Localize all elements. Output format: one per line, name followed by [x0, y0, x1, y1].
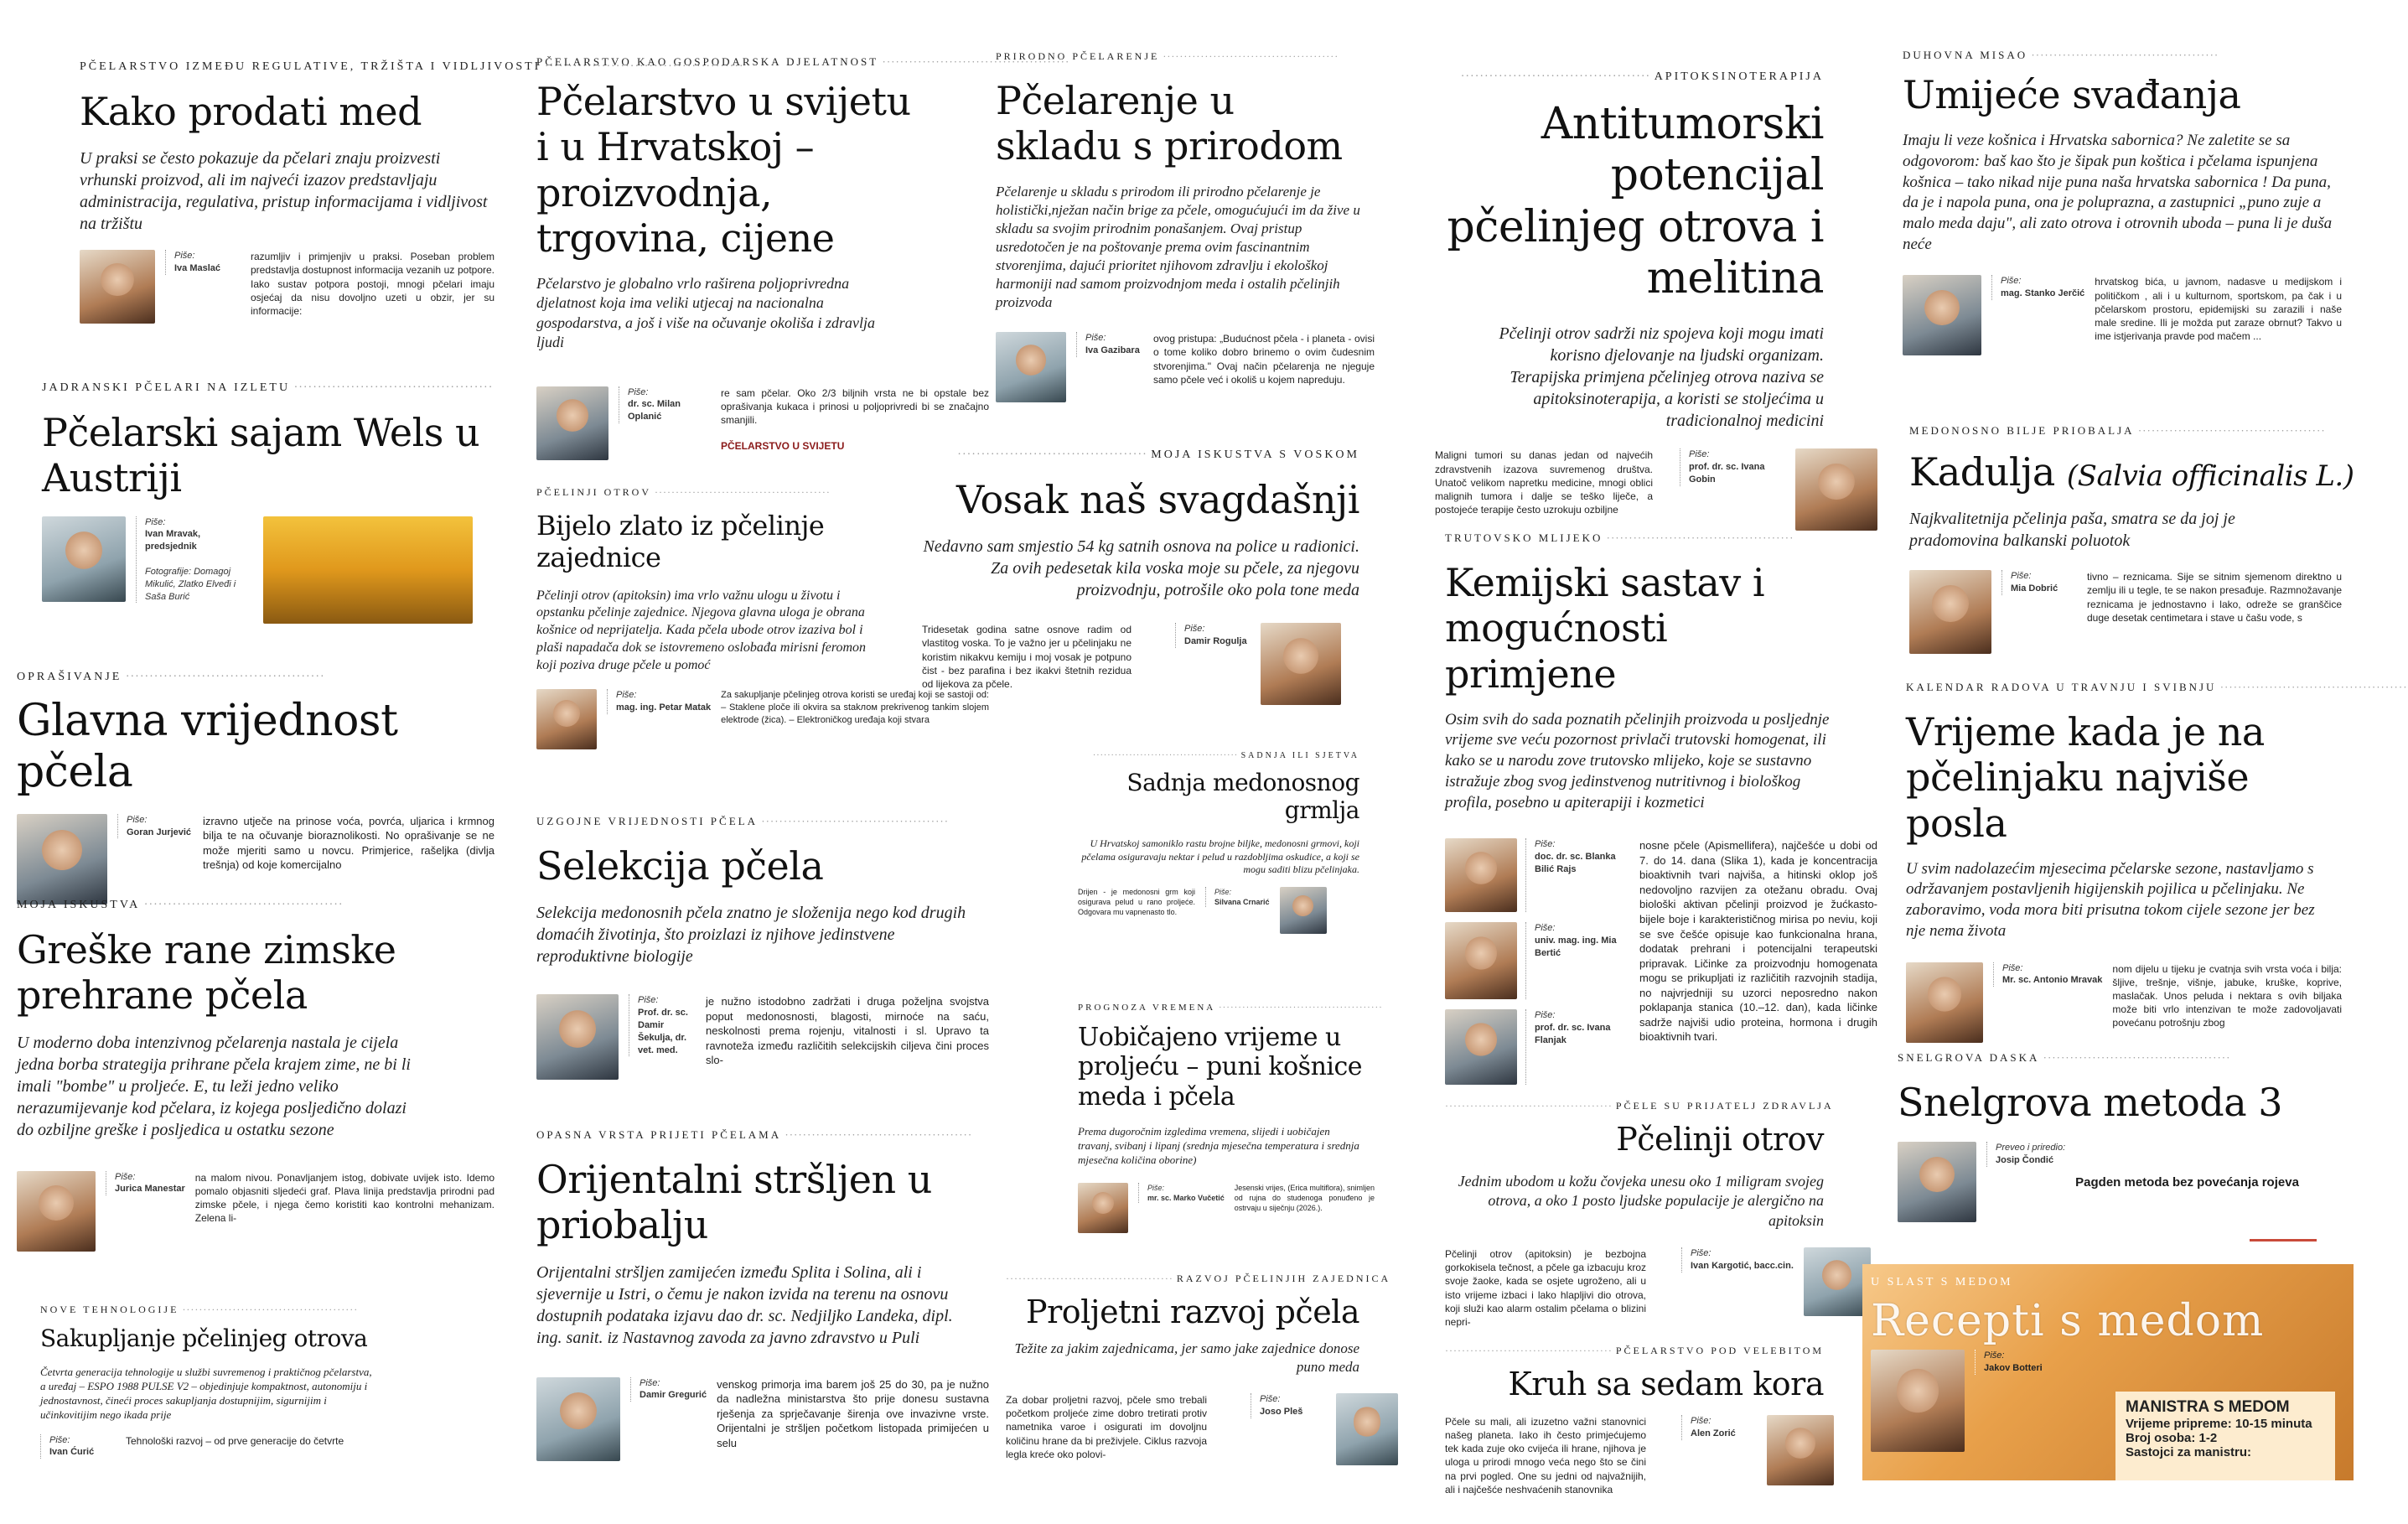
article-byline	[1006, 1393, 1375, 1477]
writes-label: Piše:	[1214, 887, 1232, 896]
author-avatar	[1261, 623, 1341, 705]
column-5	[1862, 0, 2362, 1524]
author-entry	[1445, 838, 1629, 912]
article-kicker: ····· PČELARSTVO POD VELEBITOM	[1445, 1345, 1877, 1357]
article-body: Jesenski vrijes, (Erica multiflora), snimljen od rujna do studenoga ponuđeno je ostrvaju u siječnju (2026.).	[1234, 1183, 1375, 1213]
section-tag: PČELARSTVO U SVIJETU	[721, 440, 845, 453]
article-byline	[1445, 838, 1877, 1090]
author-avatar	[1078, 1183, 1128, 1233]
article-kicker: ····· APITOKSINOTERAPIJA	[1435, 70, 1877, 84]
article-body: Pčelinji otrov (apitoksin) je bezbojna gorkokisela tečnost, a pčele ga izbacuju kroz svoje žaoke, kada se osjete ugroženo, ali u isto vrijeme izbaci i lako hlapljivi dio otrova, koji služi kao alarm ostalim pčelama o blizini nepri-	[1445, 1248, 1646, 1328]
article-title: Pčelarski sajam Wels u Austriji	[42, 410, 480, 501]
subhead: Pagden metoda bez povećanja rojeva	[2075, 1175, 2299, 1190]
title-latin: (Salvia officinalis L.)	[2066, 459, 2354, 493]
column-2	[536, 0, 989, 1524]
article-kicker: PČELINJI OTROV ·····	[536, 486, 989, 499]
author-avatar	[1871, 1350, 1965, 1452]
author-block	[40, 1434, 116, 1459]
author-block	[2001, 570, 2077, 595]
author-name: Mia Dobrić	[2011, 583, 2058, 594]
writes-label: Piše:	[1184, 624, 1205, 635]
author-block	[607, 689, 711, 714]
article-body: nom dijelu u tijeku je cvatnja svih vrsta voća i bilja: šljive, trešnje, višnje, jabuke, kruške, koprive, maslačak. Unos peluda i nektara s ovih biljaka može biti vrlo intenzivan te može zadovoljavati povećanu potrošnju zbog	[2112, 962, 2342, 1029]
recipe-prep-time: Vrijeme pripreme: 10-15 minuta	[2126, 1417, 2312, 1431]
author-avatar	[17, 1171, 96, 1252]
article-lead: Četvrta generacija tehnologije u službi suvremenog i praktičnog pčelarstva, a uređaj – ESPO 1988 PULSE V2 – objedinjuje kompaktnost, autonomiju i jednostavnost, čineći proces sakupljanja dostupnijim, sigurnijim i učinkovitijim nego ikada prije	[40, 1366, 372, 1421]
writes-label: Piše:	[145, 516, 166, 527]
writes-label: Piše:	[1085, 333, 1106, 344]
author-name: mag. Stanko Jerčić	[2001, 288, 2085, 299]
article-title: Umijeće svađanja	[1903, 72, 2241, 117]
article-lead: U praksi se često pokazuje da pčelari znaju proizvesti vrhunski proizvod, ali im najveći izazov predstavljaju administracija, regulativa, pristup informacijama i vidljivost na tržištu	[80, 149, 488, 234]
column-4	[1425, 0, 1877, 1524]
article-byline	[536, 1377, 989, 1470]
author-block	[1680, 448, 1785, 486]
author-avatar	[1804, 1247, 1871, 1316]
article-title: Proljetni razvoj pčela	[1026, 1293, 1359, 1330]
article-lead: U Hrvatskoj samoniklo rastu brojne biljke, medonosni grmovi, koji pčelama osiguravaju nektar i pelud u razdobljima oskudice, a koji se mogu saditi blizu pčelinjaka.	[1081, 837, 1359, 876]
article-body: je nužno istodobno zadržati i druga poželjna svojstva poput medonosnosti, blagosti, mirnoće na saću, neskolnosti prema rojenju, vitalnosti i sl. Upravo ta ravnoteža između različitih selekcijskih ciljeva čini proces slo-	[706, 995, 989, 1067]
article-pcelinji-otrov[interactable]	[1445, 1100, 1877, 1328]
author-avatar	[536, 386, 608, 460]
article-umijece-svadanja[interactable]	[1903, 49, 2362, 401]
article-kicker: ····· PČELE SU PRIJATELJ ZDRAVLJA	[1445, 1100, 1877, 1112]
author-avatar	[1898, 1142, 1976, 1222]
article-body: ovog pristupa: „Budućnost pčela - i planeta - ovisi o tome koliko dobro brinemo o ovim čudesnim stvorenjima." Ovaj način pčelarenja ne njeguje samo pčele već i okoliš u kojem napreduju.	[1153, 333, 1375, 386]
writes-label: Piše:	[1260, 1394, 1281, 1405]
article-body: izravno utječe na prinose voća, povrća, uljarica i krmnog bilja te na očuvanje bioraznolikosti. No oprašivanje se ne može mjeriti samo u novcu. Primjerice, rašeljka (divlja trešnja) od koje komercijalno	[203, 814, 495, 872]
article-kicker: JADRANSKI PČELARI NA IZLETU ·····	[42, 381, 495, 395]
author-avatar	[1445, 1009, 1517, 1085]
writes-label: Piše:	[174, 251, 195, 262]
author-avatar	[1445, 838, 1517, 912]
article-title: Snelgrova metoda 3	[1898, 1080, 2283, 1125]
recipe-ingredients-label: Sastojci za manistru:	[2126, 1445, 2252, 1459]
article-lead: Osim svih do sada poznatih pčelinjih proizvoda u posljednje vrijeme sve veću pozornost privlači trutovski homogenat, ili kako se u narodu zove trutovsko mlijeko, koje se sustavno istražuje zbog svog jedinstvenog nutritivnog i biološkog profila, posebno u apiterapiji i kozmetici	[1445, 710, 1830, 811]
article-lead: Selekcija medonosnih pčela znatno je složenija nego kod drugih domaćih životinja, što proizlazi iz njihove jedinstvene reproduktivne biologije	[536, 904, 966, 967]
author-name: Goran Jurjević	[127, 827, 192, 837]
column-1	[17, 0, 541, 1524]
author-name: Ivan Mravak, predsjednik	[145, 529, 201, 552]
article-byline	[922, 623, 1375, 715]
author-block	[630, 1377, 707, 1402]
article-title: Sakupljanje pčelinjeg otrova	[40, 1324, 368, 1352]
article-lead: Pčelinji otrov sadrži niz spojeva koji mogu imati korisno djelovanje na ljudski organizam. Terapijska primjena pčelinjeg otrova naziva se apitoksinoterapija, a koristi se stoljećima u tradicionalnoj medicini	[1499, 324, 1824, 431]
author-avatar	[1445, 922, 1517, 999]
article-body: hrvatskog bića, u javnom, nadasve u medijskom i političkom , ali i u kulturnom, sportskom, pa čak i u pčelarskom prostoru, epidemijski su zarazili i naše male sredine. Ili je možda put zaraze obrnut? Takvo u ime istjerivanja pravde pod mačem ...	[2095, 276, 2342, 343]
author-name: univ. mag. ing. Mia Bertić	[1535, 936, 1617, 958]
writes-label: Piše:	[1689, 449, 1710, 460]
author-block	[1175, 623, 1251, 648]
author-avatar	[1909, 570, 1991, 654]
author-name: doc. dr. sc. Blanka Bilić Rajs	[1535, 852, 1616, 874]
article-uobicajeno-vrijeme[interactable]	[1078, 1003, 1375, 1262]
article-kicker: TRUTOVSKO MLIJEKO ·····	[1445, 531, 1877, 545]
author-block	[1525, 922, 1629, 999]
article-title: Pčelarstvo u svijetu i u Hrvatskoj – proizvodnja, trgovina, cijene	[536, 79, 911, 261]
author-name: Jakov Botteri	[1984, 1362, 2043, 1373]
author-block	[1681, 1415, 1757, 1440]
article-body: venskog primorja ima barem još 25 do 30, pa je nužno da nadležna ministarstva što prije donesu sustavna rješenja za sprječavanje širenja ove invazivne vrste. Orijentalni je stršljen početkom listopada primijećen u selu	[717, 1377, 989, 1449]
article-sadnja-medonosnog-grmlja[interactable]	[1078, 751, 1375, 961]
author-avatar	[1767, 1415, 1834, 1485]
article-body: Tridesetak godina satne osnove radim od vlastitog voska. To je važno jer u pčelinjaku ne koristim nikakvu kemiju i moj vosak je potpuno čist - bez parafina i bez ikakvi štetnih rezidua od lijekova za pčele.	[922, 624, 1132, 691]
article-lead: Prema dugoročnim izgledima vremena, slijedi i uobičajen travanj, svibanj i lipanj (srednja mjesečna temperatura i srednja mjesečna količina oborine)	[1078, 1125, 1359, 1166]
title-main: Kadulja	[1909, 449, 2055, 495]
article-recepti-s-medom[interactable]	[1862, 1264, 2354, 1480]
author-avatar	[80, 250, 155, 324]
article-byline	[536, 386, 989, 460]
author-avatar	[17, 814, 107, 905]
article-vosak-nas-svagdasnji[interactable]	[922, 448, 1375, 750]
author-block	[1993, 962, 2102, 987]
article-body: Drijen - je medonosni grm koji osigurava pelud u rano proljeće. Odgovara mu vapnenasto tlo.	[1078, 887, 1195, 917]
article-body: nosne pčele (Apismellifera), najčešće u dobi od 7. do 14. dana (Slika 1), kada je koncentracija bioaktivnih tvari najviša, a hitinski oklop još nedovoljno razvijen za otežanu obradu. Ovaj biološki aktivan pčelinji proizvod je žućkasto-bijele boje i karakterističnog mirisa po neviu, koji se sve češće opisuje kao funkcionalna hrana, dodatak prehrani i potencijalni terapeutski pripravak. Ličinke za proizvodnju homogenata mogu se prikupljati iz različitih razvojnih stadija, no najvrjedniji su uzorci neposredno nakon poklapanja stanica (10.–12. dan), kada ličinke sadrže najviši udio proteina, hormona i drugih bioaktivnih tvari.	[1639, 839, 1877, 1044]
author-block	[136, 516, 253, 604]
article-kicker: U SLAST S MEDOM	[1871, 1276, 2013, 1288]
article-byline	[1909, 570, 2362, 654]
article-kemijski-sastav[interactable]	[1445, 531, 1877, 1085]
article-proljetni-razvoj-pcela[interactable]	[1006, 1273, 1391, 1516]
author-name: dr. sc. Milan Oplanić	[628, 399, 681, 422]
article-kicker: SNELGROVA DASKA ·····	[1898, 1051, 2362, 1065]
article-title: Selekcija pčela	[536, 843, 824, 889]
article-antitumorski-potencijal[interactable]	[1435, 70, 1877, 516]
author-name: Damir Gregurić	[640, 1390, 707, 1401]
author-name: Iva Maslać	[174, 263, 221, 274]
author-name: Prof. dr. sc. Damir Šekulja, dr. vet. med.	[638, 1008, 688, 1055]
author-name: Alen Zorić	[1691, 1428, 1736, 1438]
author-block	[1138, 1183, 1225, 1203]
article-lead: Pčelinji otrov (apitoksin) ima vrlo važnu ulogu u životu i opstanku pčelinje zajednice. Njegova glavna uloga je obrana košnice od neprijatelja. Kada pčela ubode otrov izaziva bol i plaši napadača dok se istovremeno oslobađa mirisni feromon koji poziva druge pčele u pomoć	[536, 588, 867, 672]
article-byline	[1078, 1183, 1375, 1233]
article-byline	[17, 1171, 495, 1255]
column-3	[922, 0, 1391, 1524]
author-avatar	[536, 689, 597, 749]
article-byline	[80, 250, 495, 330]
article-pcelarski-sajam[interactable]	[42, 381, 495, 633]
article-title: Antitumorski potencijal pčelinjeg otrova i melitina	[1447, 99, 1824, 304]
article-byline	[1906, 962, 2362, 1056]
writes-label: Piše:	[1535, 1010, 1556, 1021]
article-byline	[40, 1434, 495, 1461]
article-title: Uobičajeno vrijeme u proljeću – puni košnice meda i pčela	[1078, 1023, 1363, 1112]
article-byline	[42, 516, 495, 624]
author-avatar	[1906, 962, 1983, 1043]
article-kicker: MEDONOSNO BILJE PRIOBALJA ·····	[1909, 424, 2362, 438]
article-title: Kemijski sastav i mogućnosti primjene	[1445, 560, 1765, 697]
article-title: Bijelo zlato iz pčelinje zajednice	[536, 510, 825, 573]
article-title: Vosak naš svagdašnji	[955, 477, 1359, 522]
article-sakupljanje-otrova[interactable]	[40, 1304, 495, 1505]
writes-label: Piše:	[628, 386, 649, 397]
writes-label: Piše:	[638, 995, 659, 1006]
author-avatar	[1903, 275, 1981, 355]
article-kicker: PČELARSTVO IZMEĐU REGULATIVE, TRŽIŠTA I VIDLJIVOSTI ·····	[80, 60, 495, 74]
author-role: Preveo i priredio:	[1996, 1143, 2066, 1153]
article-body: Maligni tumori su danas jedan od najvećih zdravstvenih izazova suvremenog društva. Unatoč velikom napretku medicine, mnogi oblici malignih tumora i dalje se teško liječe, a postojeće terapije često uzrokuju ozbiljne	[1435, 449, 1653, 516]
article-byline	[1435, 448, 1877, 541]
author-block	[1986, 1142, 2065, 1167]
author-block	[117, 814, 193, 839]
article-vrijeme-kada-je-najvise-posla[interactable]	[1906, 681, 2362, 1033]
recipe-title: MANISTRA S MEDOM	[2126, 1398, 2290, 1416]
author-entry	[1445, 922, 1629, 999]
article-lead: Orijentalni stršljen zamijećen između Splita i Solina, ali i sjevernije u Istri, o čemu je nakon izvida na terenu na osnovu dostupnih podataka izjavu dao dr. sc. Nedjiljko Landeka, dipl. ing. sanit. iz Nastavnog zavoda za javno zdravstvo u Puli	[536, 1262, 953, 1347]
writes-label: Piše:	[616, 690, 637, 701]
article-lead: U svim nadolazećim mjesecima pčelarske sezone, nastavljamo s održavanjem postavljenih higijenskih pojilica u pčelinjaku. Ne zaboravimo, voda mora biti prisutna tokom cijele sezone jer bez nje nema života	[1906, 859, 2315, 940]
article-kicker: MOJA ISKUSTVA ·····	[17, 899, 495, 912]
article-kicker: NOVE TEHNOLOGIJE ·····	[40, 1304, 495, 1316]
article-lead: Težite za jakim zajednicama, jer samo jake zajednice donose puno meda	[1014, 1340, 1359, 1375]
article-body: razumljiv i primjenjiv u praksi. Poseban problem predstavlja dostupnost informacija vezanih uz potpore. Iako sustav potpora postoji, mnogi pčelari imaju osjećaj da nisu dovoljno uzeti u obzir, jer su informacije:	[251, 251, 495, 318]
author-block	[1525, 1009, 1629, 1085]
author-name: Ivan Ćurić	[49, 1447, 95, 1458]
article-title: Pčelinji otrov	[1616, 1121, 1824, 1158]
article-lead: Nedavno sam smjestio 54 kg satnih osnova na police u radionici. Za ovih pedesetak kila voska moje su pčele, za njegovu proizvodnju, potrošile oko pola tone meda	[923, 537, 1359, 600]
article-body: tivno – reznicama. Sije se sitnim sjemenom direktno u zemlju ili u tegle, te se nakon presađuje. Razmnožavanje reznicama je jednostavno i lako, odreže se granščice duge desetak centimetara i stave u čašu vode, s	[2087, 571, 2342, 624]
article-byline	[1445, 1247, 1877, 1328]
author-name: prof. dr. sc. Ivana Flanjak	[1535, 1023, 1611, 1045]
article-kako-prodati-med[interactable]	[80, 60, 541, 345]
article-kicker: PROGNOZA VREMENA ·····	[1078, 1003, 1375, 1013]
honey-jars-photo	[263, 516, 473, 624]
article-title: Orijentalni stršljen u priobalju	[536, 1157, 932, 1248]
author-block	[629, 994, 696, 1056]
article-title	[1909, 449, 2362, 495]
writes-label: Piše:	[1535, 923, 1556, 934]
article-orijentalni-strsljen[interactable]	[536, 1128, 989, 1506]
writes-label: Piše:	[1984, 1350, 2005, 1361]
article-kadulja[interactable]	[1909, 424, 2362, 676]
article-title: Pčelarenje u skladu s prirodom	[996, 78, 1343, 169]
article-lead: Najkvalitetnija pčelinja paša, smatra se da joj je pradomovina balkanski poluotok	[1909, 510, 2235, 551]
article-kicker: ····· RAZVOJ PČELINJIH ZAJEDNICA	[1006, 1273, 1375, 1285]
article-title: Recepti s medom	[1871, 1296, 2265, 1346]
article-body: re sam pčelar. Oko 2/3 biljnih vrsta ne bi opstale bez oprašivanja kukaca i prinosi u poljoprivredi bi se značajno smanjili.	[721, 386, 989, 426]
article-greske-rane-zimske-prehrane[interactable]	[17, 899, 495, 1284]
photo-credit: Fotografije: Domagoj Mikulić, Zlatko Elveđi i Saša Burić	[145, 566, 236, 602]
author-block	[619, 386, 711, 424]
author-block	[1991, 275, 2084, 300]
article-body: Pčele su mali, ali izuzetno važni stanovnici našeg planeta. Iako ih često primjećujemo tek kada zuje oko cvijeća ili hrane, njihova je uloga u prirodi mnogo veća nego što se čini na prvi pogled. One su jedni od najvažnijih, ali i najčešće neshvaćenih stanovnika	[1445, 1415, 1646, 1495]
article-title: Sadnja medonosnog grmlja	[1126, 769, 1359, 825]
article-title: Kruh sa sedam kora	[1508, 1366, 1824, 1402]
article-snelgrova-metoda[interactable]	[1898, 1051, 2362, 1244]
article-byline	[1445, 1415, 1877, 1495]
recipe-servings: Broj osoba: 1-2	[2126, 1431, 2218, 1445]
article-lead: U moderno doba intenzivnog pčelarenja nastala je cijela jedna borba strategija prihrane pčela krajem zime, ne bi li imali "bombe" u proljeće. E, tu leži jedno veliko nerazumijevanje kod pčelara, iz kojega posljedično dolazi do ozbiljne greške i posljedica u ostatku sezone	[17, 1033, 411, 1139]
article-byline	[17, 814, 495, 911]
article-kicker: UZGOJNE VRIJEDNOSTI PČELA ·····	[536, 815, 989, 828]
writes-label: Piše:	[2001, 276, 2022, 287]
author-avatar	[996, 332, 1066, 402]
writes-label: Piše:	[1535, 839, 1556, 850]
article-byline	[536, 689, 989, 756]
article-byline	[1078, 887, 1375, 934]
writes-label: Piše:	[127, 814, 148, 825]
author-name: Silvana Crnarić	[1214, 897, 1270, 906]
article-kicker: DUHOVNA MISAO ·····	[1903, 49, 2362, 62]
article-kicker: OPRAŠIVANJE ·····	[17, 671, 495, 684]
article-title: Greške rane zimske prehrane pčela	[17, 927, 396, 1019]
article-byline	[536, 994, 989, 1091]
author-name: Mr. sc. Antonio Mravak	[2002, 975, 2103, 986]
author-block	[1975, 1350, 2050, 1375]
article-title: Kako prodati med	[80, 89, 422, 134]
writes-label: Piše:	[1691, 1248, 1711, 1258]
author-avatar	[42, 516, 126, 602]
article-glavna-vrijednost-pcela[interactable]	[17, 671, 495, 872]
writes-label: Piše:	[1147, 1183, 1165, 1192]
article-body: Tehnološki razvoj – od prve generacije do četvrte	[126, 1434, 344, 1447]
article-lead: Pčelarstvo je globalno vrlo raširena poljoprivredna djelatnost koja ima veliki utjecaj na nacionalna gospodarstva, a još i više na očuvanje okoliša i zdravlja ljudi	[536, 275, 875, 351]
article-title: Vrijeme kada je na pčelinjaku najviše posla	[1906, 709, 2265, 846]
author-name: Iva Gazibara	[1085, 345, 1140, 356]
article-lead: Jednim ubodom u kožu čovjeka unesu oko 1 miligram svojeg otrova, a oko 1 posto ljudske populacije je alergično na apitoksin	[1458, 1172, 1824, 1229]
author-block	[1076, 332, 1143, 357]
article-body: Za sakupljanje pčelinjeg otrova koristi se uređaj koji se sastoji od: – Staklene ploče ili okvira sa stakлом prekrivenog tankim slojem elektrode (žica). – Elektroničkog uređaja koji stvara	[721, 690, 989, 726]
article-kruh-sa-sedam-kora[interactable]	[1445, 1345, 1877, 1521]
author-name: Damir Roguljа	[1184, 636, 1247, 647]
author-avatar	[536, 994, 619, 1080]
article-body: na malom nivou. Ponavljanjem istog, dobivate uvijek isto. Idemo pomalo objasniti sljedeći graf. Plava linija predstavlja prirodni pad zimske pčele, i njega čemo koristiti kao kontrolni mehanizam. Zelena li-	[194, 1171, 495, 1225]
writes-label: Piše:	[1691, 1415, 1711, 1426]
author-avatar	[1336, 1393, 1398, 1465]
author-block	[1525, 838, 1629, 912]
writes-label: Piše:	[2011, 571, 2032, 582]
writes-label: Piše:	[2002, 962, 2023, 973]
article-body: Za dobar proljetni razvoj, pčele smo trebali početkom proljeće zime dobro tretirati protiv nametnika varoe i osigurati im dovoljnu količinu hrane da bi preživjele. Ciklus razvoja legla kreće oko polovi-	[1006, 1394, 1207, 1460]
article-byline	[996, 332, 1375, 416]
author-name: Joso Pleš	[1260, 1406, 1303, 1417]
author-block	[165, 250, 241, 275]
author-name: Josip Čondić	[1996, 1155, 2054, 1166]
writes-label: Piše:	[49, 1434, 70, 1445]
author-avatar	[536, 1377, 620, 1461]
author-block	[1681, 1247, 1794, 1273]
article-kicker: ····· SADNJA ILI SJETVA	[1078, 751, 1375, 760]
author-entry	[1445, 1009, 1629, 1085]
recipe-info-box	[2115, 1392, 2335, 1480]
author-name: Jurica Manestar	[115, 1184, 185, 1195]
accent-bar	[2250, 1239, 2317, 1251]
article-kicker: PČELARSTVO KAO GOSPODARSKA DJELATNOST ·····	[536, 55, 989, 69]
article-title: Glavna vrijednost pčela	[17, 696, 398, 798]
writes-label: Piše:	[640, 1377, 660, 1388]
article-lead: Imaju li veze košnica i Hrvatska sabornica? Ne zaletite se sa odgovorom: baš kao što je šipak pun koštica i pčelama ispunjena košnica – tako nikad nije puna naša hrvatska sabornica ! Da puna, da je i napola puna, ona je poluprazna, a zastupnici „puno zuje a malo meda daju", ali zato otrova i otrovnih uboda – puna li je duša neće	[1903, 132, 2333, 253]
author-name: Ivan Kargotić, bacc.cin.	[1691, 1260, 1794, 1271]
author-block	[106, 1171, 185, 1196]
article-selekcija-pcela[interactable]	[536, 815, 989, 1100]
author-name: mag. ing. Petar Matak	[616, 702, 712, 713]
writes-label: Piše:	[115, 1171, 136, 1182]
author-block	[1205, 887, 1270, 907]
author-avatar	[1280, 887, 1327, 934]
article-pcelarstvo-u-svijetu[interactable]	[536, 55, 989, 458]
article-kicker: KALENDAR RADOVA U TRAVNJU I SVIBNJU ·····	[1906, 681, 2362, 694]
article-byline	[1903, 275, 2362, 369]
article-pcelarenje-u-skladu[interactable]	[996, 50, 1375, 419]
article-kicker: ····· MOJA ISKUSTVA S VOSKOM	[922, 448, 1375, 462]
article-kicker: OPASNA VRSTA PRIJETI PČELAMA ·····	[536, 1128, 989, 1142]
author-block	[1251, 1393, 1326, 1418]
author-name: prof. dr. sc. Ivana Gobin	[1689, 462, 1765, 485]
article-bijelo-zlato[interactable]	[536, 486, 989, 788]
article-byline	[1898, 1142, 2362, 1222]
author-name: mr. sc. Marko Vučetić	[1147, 1193, 1225, 1202]
article-lead: Pčelarenje u skladu s prirodom ili prirodno pčelarenje je holistički,nježan način brige za pčele, omogućujući im da žive u skladu sa svojim prirodnim ponašanjem. Ovaj pristup usredotočen je na poštovanje prema ovim fascinantnim stvorenjima, dajući prioritet njihovom zdravlju i ekološkoj harmoniji nad samom proizvodnjom meda i ostalih pčelinjih proizvoda	[996, 183, 1360, 311]
article-kicker: PRIRODNO PČELARENJE ·····	[996, 50, 1375, 63]
authors-list	[1445, 838, 1629, 1085]
